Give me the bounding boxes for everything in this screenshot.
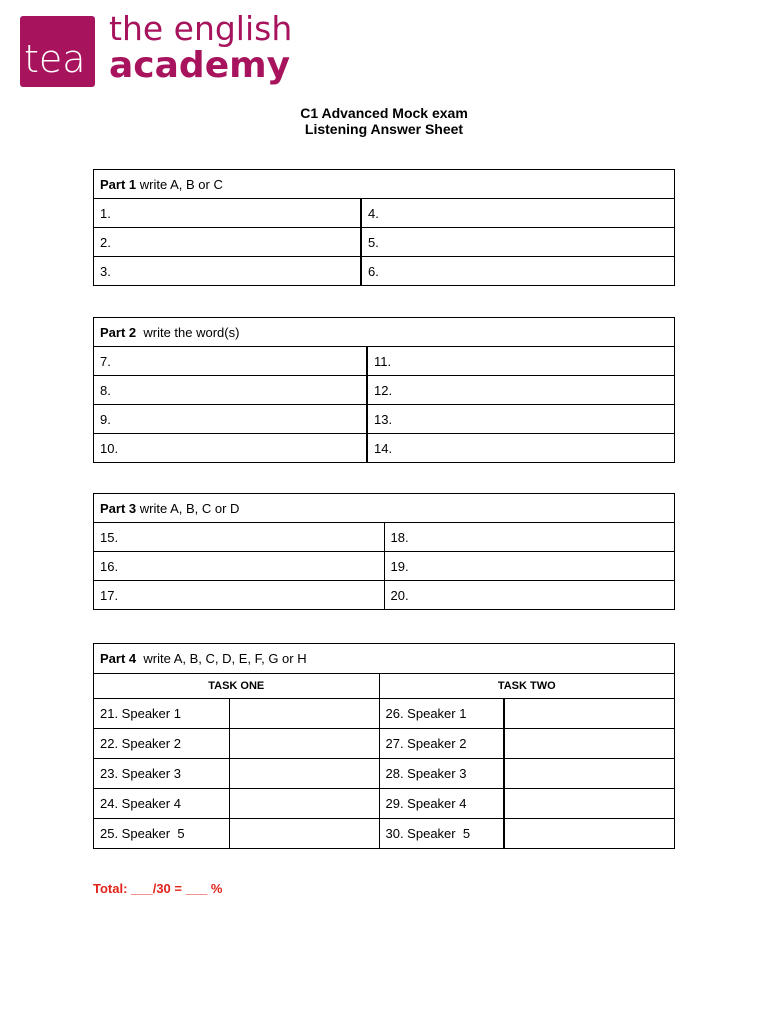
answer-cell[interactable]: 20. (384, 581, 675, 610)
part-4-instruction: write A, B, C, D, E, F, G or H (136, 651, 307, 666)
table-row (94, 347, 675, 376)
table-row (94, 199, 675, 228)
answer-cell[interactable] (229, 819, 379, 849)
part-2-table (93, 317, 675, 463)
part-4-header (94, 644, 675, 674)
answer-cell[interactable] (504, 759, 675, 789)
part-4-label: Part 4 (100, 651, 137, 666)
answer-cell[interactable]: 4. (361, 199, 674, 228)
table-row (94, 789, 675, 819)
answer-cell[interactable]: 6. (361, 257, 674, 286)
part-3-label: Part 3 (100, 500, 137, 516)
answer-cell[interactable]: 19. (384, 552, 675, 581)
answer-cell[interactable]: 5. (361, 228, 674, 257)
answer-cell[interactable] (504, 699, 675, 729)
logo-tea-text: tea (24, 37, 86, 81)
answer-cell[interactable] (229, 789, 379, 819)
table-row (94, 759, 675, 789)
speaker-label: 27. Speaker 2 (379, 729, 504, 759)
table-row (94, 819, 675, 849)
answer-cell[interactable]: 10. (94, 434, 368, 463)
table-row (94, 729, 675, 759)
table-row (94, 581, 675, 610)
task-two-header: TASK TWO (379, 674, 675, 699)
part-2-header (94, 318, 675, 347)
part-2-label: Part 2 (100, 324, 137, 340)
part-3-instruction: write A, B, C or D (136, 500, 240, 516)
answer-cell[interactable]: 7. (94, 347, 368, 376)
part-1-header (94, 170, 675, 199)
part-1-instruction: write A, B or C (136, 176, 223, 192)
answer-cell[interactable]: 9. (94, 405, 368, 434)
answer-cell[interactable] (229, 729, 379, 759)
speaker-label: 25. Speaker 5 (94, 819, 230, 849)
speaker-label: 21. Speaker 1 (94, 699, 230, 729)
speaker-label: 24. Speaker 4 (94, 789, 230, 819)
answer-cell[interactable]: 14. (367, 434, 674, 463)
speaker-label: 29. Speaker 4 (379, 789, 504, 819)
answer-cell[interactable]: 17. (94, 581, 385, 610)
speaker-label: 22. Speaker 2 (94, 729, 230, 759)
speaker-label: 23. Speaker 3 (94, 759, 230, 789)
table-row (94, 376, 675, 405)
table-row (94, 552, 675, 581)
answer-cell[interactable]: 12. (367, 376, 674, 405)
academy-logo (20, 9, 293, 90)
speaker-label: 30. Speaker 5 (379, 819, 504, 849)
part-2-instruction: write the word(s) (136, 324, 240, 340)
answer-cell[interactable]: 2. (94, 228, 362, 257)
answer-cell[interactable]: 1. (94, 199, 362, 228)
title-line-1: C1 Advanced Mock exam (300, 105, 468, 121)
part-4-table (93, 643, 675, 849)
answer-cell[interactable]: 18. (384, 523, 675, 552)
answer-cell[interactable]: 16. (94, 552, 385, 581)
table-row (94, 257, 675, 286)
table-row (94, 405, 675, 434)
answer-cell[interactable] (229, 699, 379, 729)
answer-cell[interactable]: 3. (94, 257, 362, 286)
answer-cell[interactable] (504, 729, 675, 759)
answer-cell[interactable] (504, 819, 675, 849)
part-1-table (93, 169, 675, 286)
table-row (94, 699, 675, 729)
speaker-label: 28. Speaker 3 (379, 759, 504, 789)
part-1-label: Part 1 (100, 176, 137, 192)
task-one-header: TASK ONE (94, 674, 380, 699)
answer-cell[interactable]: 15. (94, 523, 385, 552)
logo-line-1: the english (109, 9, 293, 48)
table-row (94, 228, 675, 257)
logo-box (20, 16, 95, 87)
title-line-2: Listening Answer Sheet (304, 121, 464, 137)
table-row (94, 523, 675, 552)
table-row (94, 434, 675, 463)
answer-cell[interactable] (504, 789, 675, 819)
part-3-table (93, 493, 675, 610)
answer-cell[interactable]: 13. (367, 405, 674, 434)
logo-line-2: academy (109, 45, 291, 86)
answer-cell[interactable]: 11. (367, 347, 674, 376)
total-score: Total: ___/30 = ___ % (93, 881, 223, 896)
page-title (0, 105, 768, 137)
speaker-label: 26. Speaker 1 (379, 699, 504, 729)
part-3-header (94, 494, 675, 523)
answer-cell[interactable]: 8. (94, 376, 368, 405)
answer-cell[interactable] (229, 759, 379, 789)
